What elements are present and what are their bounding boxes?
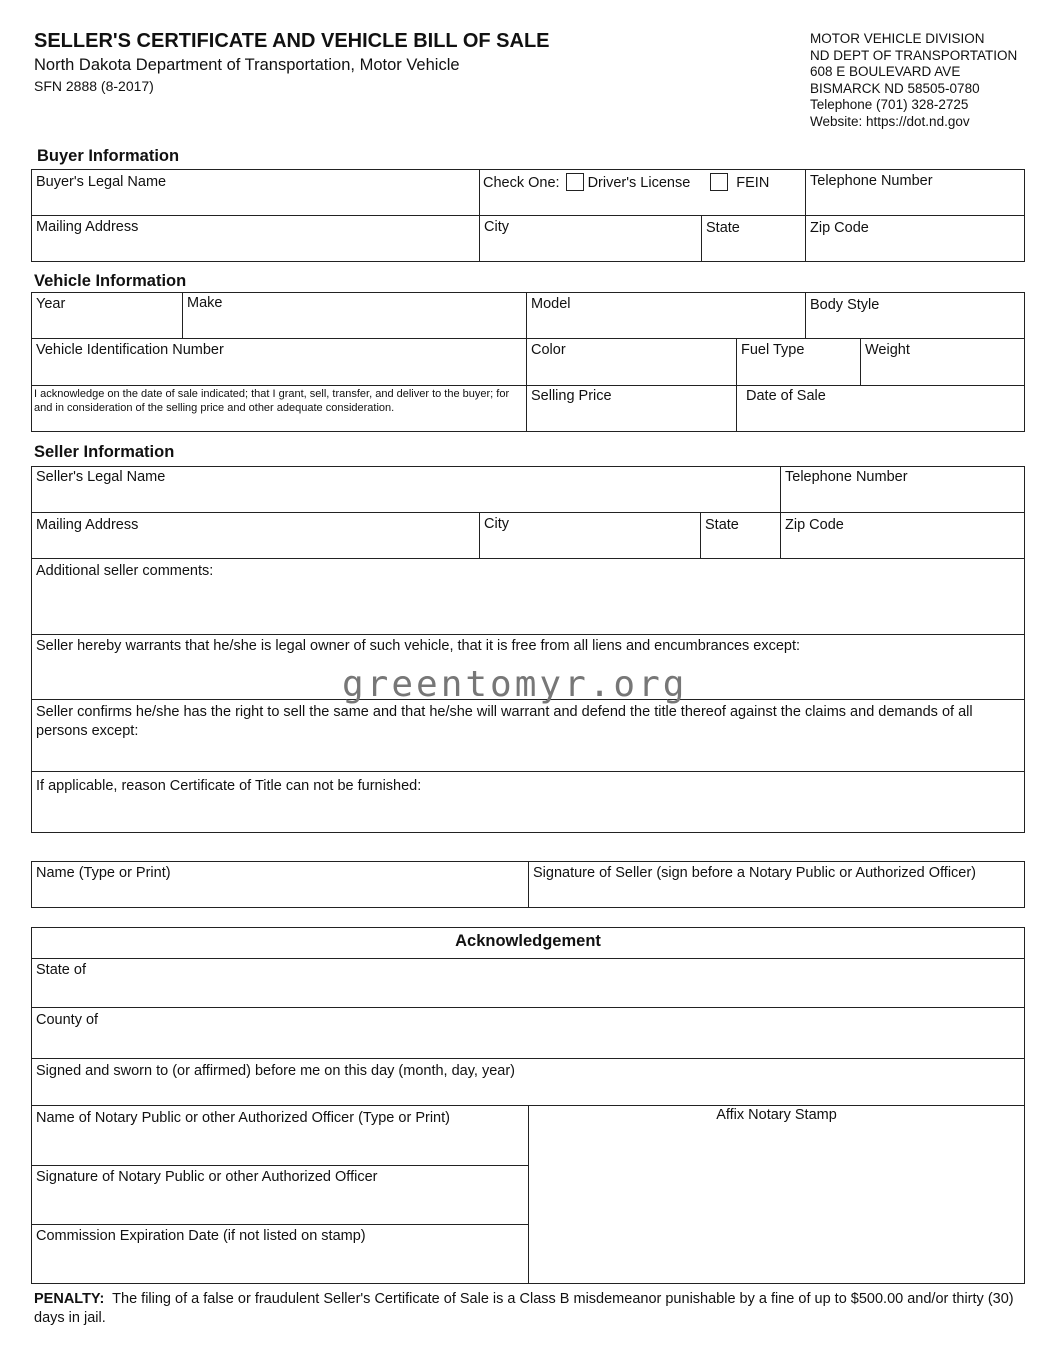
address-line: BISMARCK ND 58505-0780 [810,80,980,96]
seller-comments-field[interactable]: Additional seller comments: [36,563,214,579]
vehicle-body-style-field[interactable]: Body Style [810,297,880,313]
notary-stamp-area: Affix Notary Stamp [716,1107,837,1123]
divider [805,292,806,338]
divider [736,338,737,432]
divider [31,771,1025,772]
agency-address [810,31,1017,131]
vehicle-year-field[interactable]: Year [36,296,66,312]
form-number: SFN 2888 (8-2017) [34,78,154,94]
divider [701,215,702,262]
check-one-label: Check One: [483,175,560,191]
vehicle-heading: Vehicle Information [34,272,187,290]
vehicle-color-field[interactable]: Color [531,342,566,358]
seller-telephone-field[interactable]: Telephone Number [785,469,908,485]
seller-city-field[interactable]: City [484,516,509,532]
address-line: MOTOR VEHICLE DIVISION [810,31,985,46]
penalty-notice [34,1290,1034,1328]
liens-warranty-field[interactable]: Seller hereby warrants that he/she is legal owner of such vehicle, that it is free from all liens and encumbrances except: [36,638,801,654]
sale-acknowledgement-text: I acknowledge on the date of sale indicated; that I grant, sell, transfer, and deliver to the buyer; for and in consideration of the selling price and other adequate consideration. [34,388,510,414]
divider [31,1165,528,1166]
form-subtitle: North Dakota Department of Transportation, Motor Vehicle [34,56,460,74]
acknowledgement-heading: Acknowledgement [455,932,601,950]
seller-signature-field[interactable]: Signature of Seller (sign before a Notary Public or Authorized Officer) [533,865,977,881]
notary-signature-field[interactable]: Signature of Notary Public or other Authorized Officer [36,1169,378,1185]
divider [31,385,1025,386]
buyer-id-type-group [483,173,769,191]
seller-printed-name-field[interactable]: Name (Type or Print) [36,865,171,881]
buyer-state-field[interactable]: State [706,220,740,236]
buyer-zip-field[interactable]: Zip Code [810,220,869,236]
drivers-license-label: Driver's License [587,175,691,191]
divider [31,1224,528,1225]
commission-expiration-field[interactable]: Commission Expiration Date (if not listed on stamp) [36,1228,366,1244]
divider [528,1105,529,1284]
divider [31,1058,1025,1059]
title-defense-field[interactable]: Seller confirms he/she has the right to sell the same and that he/she will warrant and defend the title thereof against the claims and demands of all persons except: [36,704,973,739]
penalty-label: PENALTY: [34,1291,105,1307]
address-line: Telephone (701) 328-2725 [810,97,969,113]
seller-zip-field[interactable]: Zip Code [785,517,844,533]
seller-state-field[interactable]: State [705,517,739,533]
vin-field[interactable]: Vehicle Identification Number [36,342,224,358]
notary-name-field[interactable]: Name of Notary Public or other Authorized Officer (Type or Print) [36,1110,450,1126]
divider [805,169,806,262]
divider [182,292,183,338]
divider [479,512,480,558]
divider [31,558,1025,559]
vehicle-make-field[interactable]: Make [187,295,223,311]
buyer-legal-name-field[interactable]: Buyer's Legal Name [36,174,167,190]
buyer-telephone-field[interactable]: Telephone Number [810,173,933,189]
address-line: Website: https://dot.nd.gov [810,113,970,129]
date-of-sale-field[interactable]: Date of Sale [746,388,826,404]
vehicle-model-field[interactable]: Model [531,296,571,312]
divider [479,169,480,262]
divider [780,466,781,558]
seller-mailing-address-field[interactable]: Mailing Address [36,517,139,533]
seller-heading: Seller Information [34,443,175,461]
watermark: greentomyr.org [342,664,688,705]
divider [31,634,1025,635]
divider [860,338,861,385]
penalty-text: The filing of a false or fraudulent Seller's Certificate of Sale is a Class B misdemeanor punishable by a fine of up to $500.00 and/or thirty (30) days in jail. [34,1291,1014,1326]
form-title: SELLER'S CERTIFICATE AND VEHICLE BILL OF SALE [34,30,550,52]
county-of-field[interactable]: County of [36,1012,99,1028]
title-reason-field[interactable]: If applicable, reason Certificate of Title can not be furnished: [36,778,422,794]
divider [526,292,527,432]
divider [31,1007,1025,1008]
divider [31,958,1025,959]
buyer-city-field[interactable]: City [484,219,509,235]
divider [31,512,1025,513]
fein-label: FEIN [736,175,770,191]
fein-checkbox[interactable] [710,173,728,191]
divider [31,215,1025,216]
buyer-heading: Buyer Information [37,147,180,165]
seller-legal-name-field[interactable]: Seller's Legal Name [36,469,166,485]
address-line: 608 E BOULEVARD AVE [810,64,961,80]
buyer-mailing-address-field[interactable]: Mailing Address [36,219,139,235]
divider [528,861,529,908]
state-of-field[interactable]: State of [36,962,86,978]
fuel-type-field[interactable]: Fuel Type [741,342,805,358]
divider [700,512,701,558]
drivers-license-checkbox[interactable] [566,173,584,191]
vehicle-weight-field[interactable]: Weight [865,342,910,358]
address-line: ND DEPT OF TRANSPORTATION [810,47,1018,63]
divider [31,338,1025,339]
sworn-date-field[interactable]: Signed and sworn to (or affirmed) before me on this day (month, day, year) [36,1063,516,1079]
selling-price-field[interactable]: Selling Price [531,388,612,404]
